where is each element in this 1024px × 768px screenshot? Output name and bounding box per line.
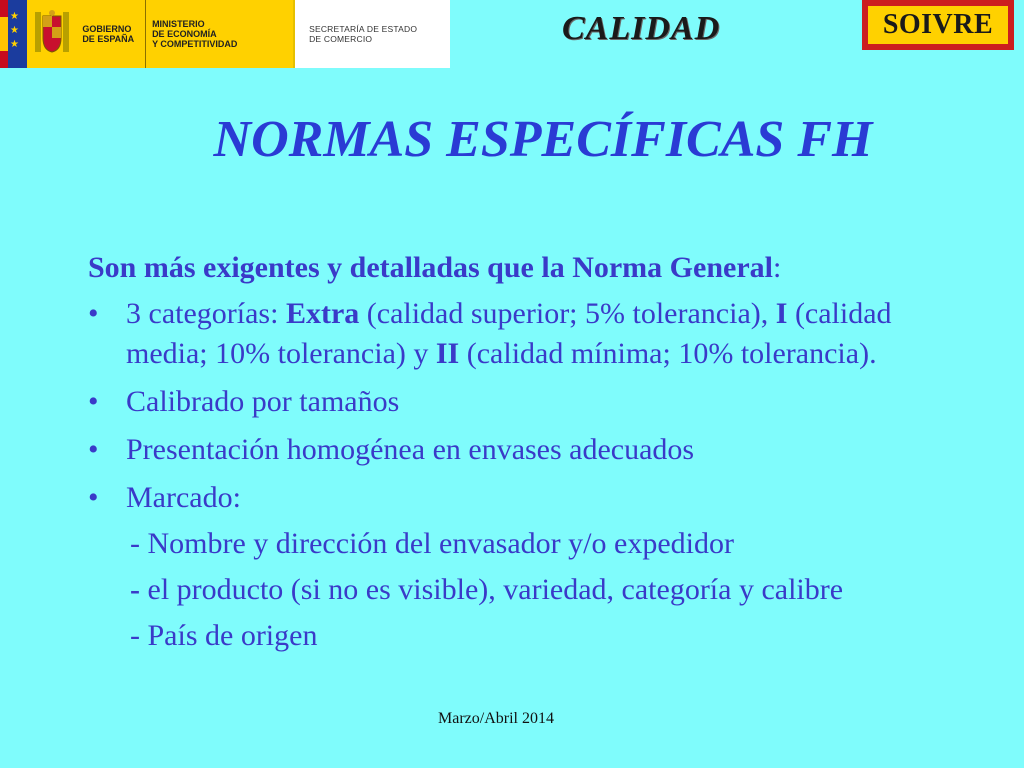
- bullet-icon: •: [88, 481, 99, 514]
- calidad-heading: CALIDAD: [562, 10, 721, 47]
- sub-item-producto: - el producto (si no es visible), variedad, categoría y calibre: [130, 573, 844, 606]
- intro-text: Son más exigentes y detalladas que la Norma General:: [88, 251, 782, 284]
- gobierno-label: GOBIERNO DE ESPAÑA: [76, 0, 146, 68]
- secretaria-label: SECRETARÍA DE ESTADO DE COMERCIO: [293, 0, 450, 68]
- soivre-badge: [862, 0, 1014, 50]
- spain-flag-stripe: [0, 0, 8, 68]
- footer-date: Marzo/Abril 2014: [438, 710, 554, 727]
- bullet-icon: •: [88, 385, 99, 418]
- sub-item-pais: - País de origen: [130, 619, 318, 652]
- bullet-marcado: • Marcado:: [88, 478, 968, 518]
- eu-stars-icon: ★ ★ ★: [10, 11, 19, 50]
- soivre-label: SOIVRE: [868, 6, 1008, 44]
- government-header: [0, 0, 450, 68]
- eu-flag-strip: [0, 0, 27, 68]
- ministerio-label: MINISTERIO DE ECONOMÍA Y COMPETITIVIDAD: [152, 19, 238, 49]
- bullet-list: [88, 294, 968, 518]
- coat-of-arms-icon: [27, 0, 76, 68]
- slide-content: [88, 248, 968, 662]
- sub-item-nombre: - Nombre y dirección del envasador y/o expedidor: [130, 527, 734, 560]
- slide-title: NORMAS ESPECÍFICAS FH: [213, 111, 873, 168]
- bullet-categorias: • 3 categorías: Extra (calidad superior; 5% tolerancia), I (calidad media; 10% tolerancia) y II (calidad mínima; 10% tolerancia).: [88, 294, 968, 374]
- bullet-icon: •: [88, 297, 99, 330]
- bullet-icon: •: [88, 433, 99, 466]
- bullet-calibrado: • Calibrado por tamaños: [88, 382, 968, 422]
- bullet-presentacion: • Presentación homogénea en envases adecuados: [88, 430, 968, 470]
